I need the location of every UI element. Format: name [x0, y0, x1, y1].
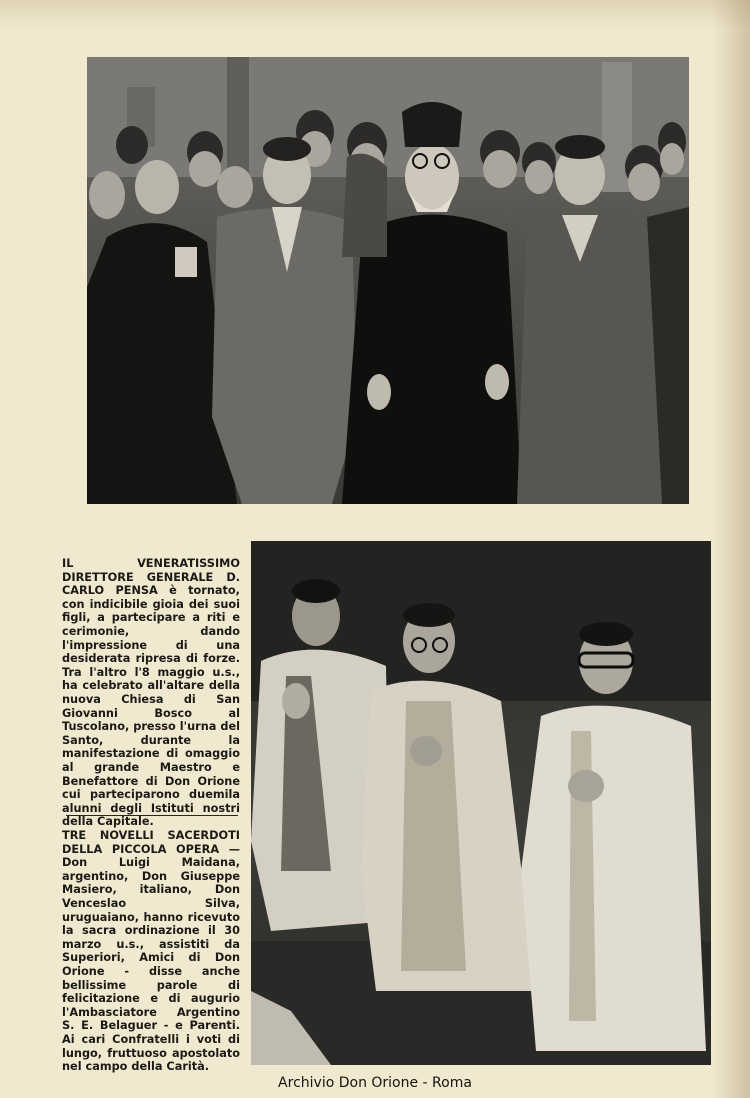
archive-footer: Archivio Don Orione - Roma	[278, 1075, 472, 1091]
ordination-photo-scene	[251, 541, 711, 1065]
caption-new-priests-body: Don Luigi Maidana, argentino, Don Giuseppe Masiero, italiano, Don Venceslao Silva, uruguaiano, hanno ricevuto la sacra ordinazione il 30 marzo u.s., assistiti da Superiori, Amici di Don Orione - disse anche bellissime parole di felicitazione e di augurio l'Ambasciatore Argentino S. E. Belaguer - e Parenti. Ai cari Confratelli i voti di lungo, fruttuoso apostolato nel campo della Carità.	[62, 856, 240, 1074]
group-photo-scene	[87, 57, 689, 504]
caption-divider	[66, 815, 238, 816]
caption-new-priests-lead: TRE NOVELLI SACERDOTI DELLA PICCOLA OPERA —	[62, 829, 240, 856]
ordination-photo	[251, 541, 711, 1065]
caption-director-general-body: è tornato, con indicibile gioia dei suoi figli, a partecipare a riti e cerimonie, dando l'impressione di una desiderata ripresa di forze. Tra l'altro l'8 maggio u.s., ha celebrato all'altare della nuova Chiesa di San Giovanni Bosco al Tuscolano, presso l'urna del Santo, durante la manifestazione di omaggio al grande Maestro e Benefattore di Don Orione cui parteciparono duemila alunni degli Istituti nostri della Capitale.	[62, 584, 240, 829]
caption-director-general	[62, 557, 240, 829]
caption-director-general-lead: IL VENERATISSIMO DIRETTORE GENERALE D. CARLO PENSA	[62, 557, 240, 598]
page-top-shadow	[0, 0, 750, 30]
page-edge-shadow	[712, 0, 750, 1098]
caption-new-priests	[62, 829, 240, 1074]
group-photo	[87, 57, 689, 504]
